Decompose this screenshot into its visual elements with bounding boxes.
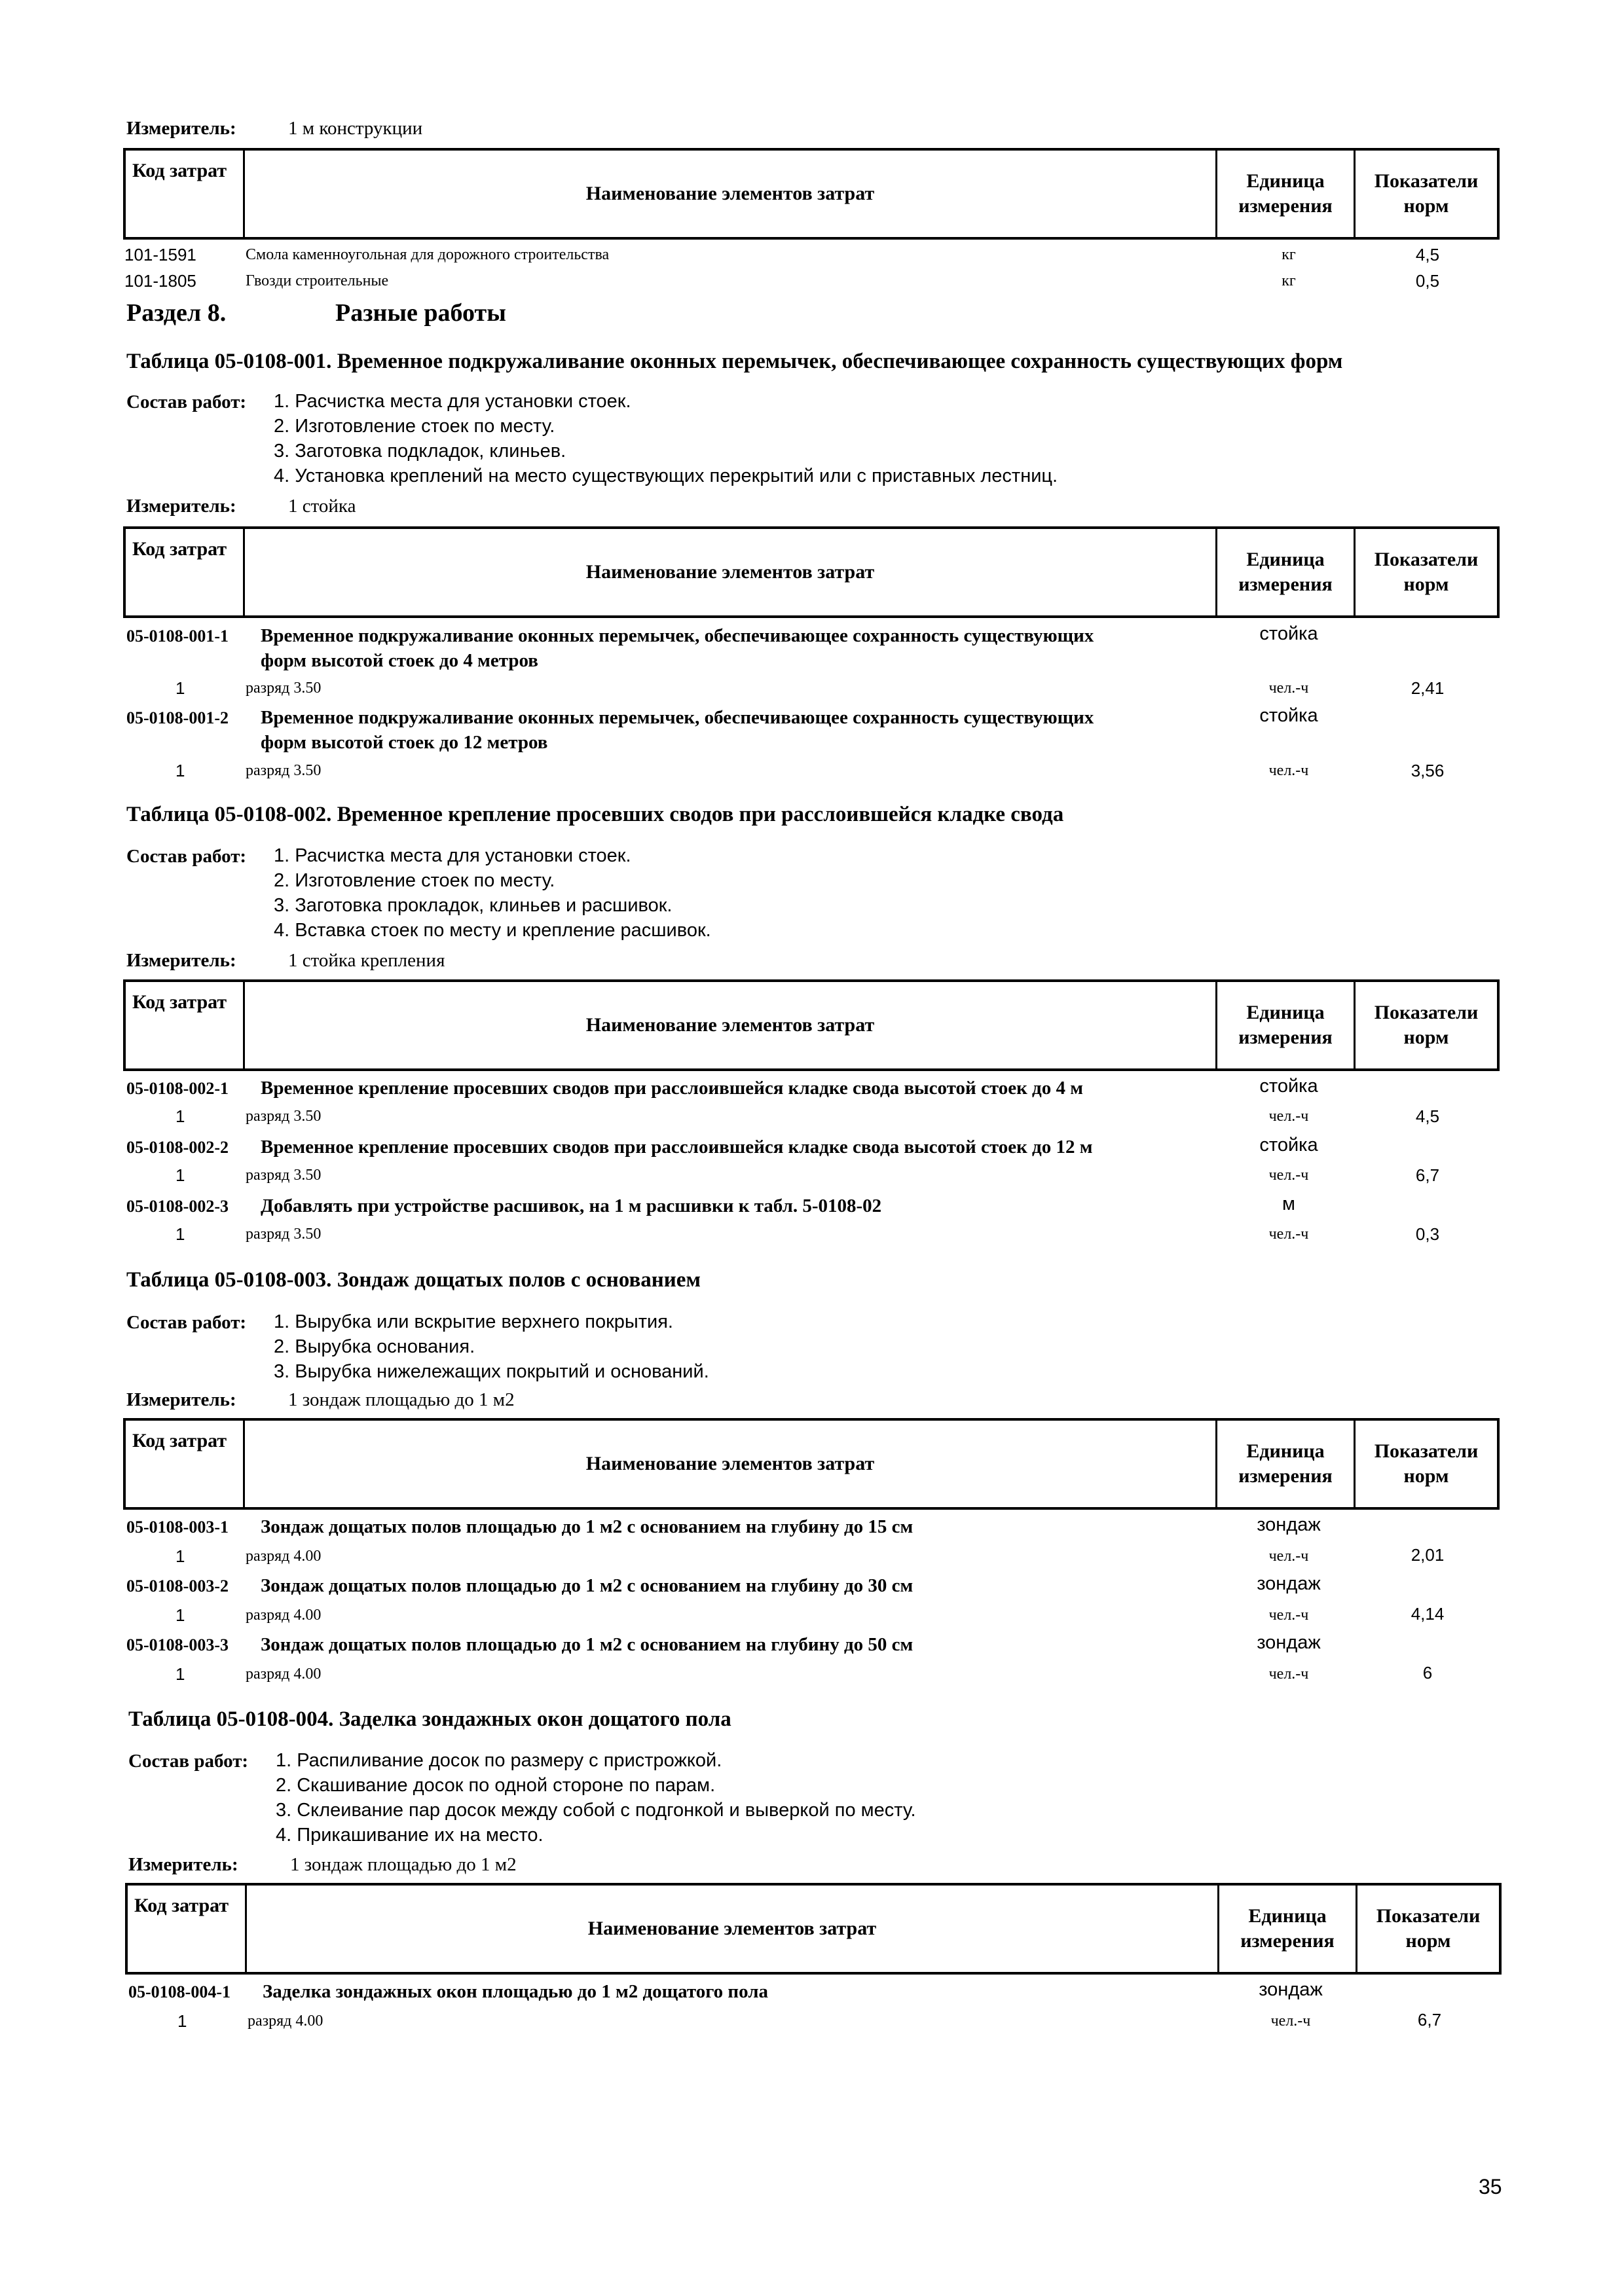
- resource-text: разряд 3.50: [246, 680, 322, 697]
- norm-value: 6: [1422, 1663, 1433, 1683]
- item-unit: м: [1282, 1194, 1295, 1214]
- item-name: Временное подкружаливание оконных перемычек, обеспечивающее сохранность существующих форм высотой стоек до 4 метров: [261, 625, 1094, 671]
- resource-num: 1: [175, 1605, 185, 1625]
- header-code: Код затрат: [126, 529, 245, 615]
- header-unit: Единица измерения: [1217, 151, 1356, 237]
- norm-value: 0,3: [1415, 1224, 1440, 1244]
- work-step: 2. Изготовление стоек по месту.: [274, 416, 555, 437]
- item-code: 05-0108-001-2: [126, 708, 229, 727]
- item-code: 05-0108-003-1: [126, 1518, 229, 1537]
- row-unit: кг: [1282, 272, 1296, 289]
- resource-text: разряд 4.00: [246, 1607, 322, 1624]
- header-norm: Показатели норм: [1376, 1905, 1481, 1952]
- resource-unit: чел.-ч: [1268, 680, 1309, 697]
- table-header: [123, 148, 1500, 240]
- table-title: Таблица 05-0108-004. Заделка зондажных окон дощатого пола: [128, 1707, 731, 1731]
- norm-value: 2,01: [1411, 1545, 1445, 1565]
- resource-unit: чел.-ч: [1268, 1666, 1309, 1683]
- resource-unit: чел.-ч: [1268, 1226, 1309, 1243]
- norm-value: 4,14: [1411, 1604, 1445, 1624]
- norm-value: 4,5: [1415, 1106, 1440, 1126]
- work-step: 2. Изготовление стоек по месту.: [274, 870, 555, 891]
- resource-num: 1: [175, 1224, 185, 1244]
- header-norm: Показатели норм: [1374, 549, 1479, 595]
- item-name: Временное подкружаливание оконных перемычек, обеспечивающее сохранность существующих форм высотой стоек до 12 метров: [261, 707, 1094, 753]
- header-name: Наименование элементов затрат: [247, 1886, 1219, 1972]
- composition-label: Состав работ:: [128, 1751, 249, 1772]
- item-name: Зондаж дощатых полов площадью до 1 м2 с основанием на глубину до 50 см: [261, 1634, 913, 1655]
- table-header: [125, 1883, 1502, 1975]
- resource-text: разряд 4.00: [246, 1548, 322, 1565]
- item-name: Заделка зондажных окон площадью до 1 м2 дощатого пола: [263, 1981, 769, 2002]
- work-step: 4. Вставка стоек по месту и крепление расшивок.: [274, 920, 711, 941]
- work-step: 4. Установка креплений на место существующих перекрытий или с приставных лестниц.: [274, 465, 1058, 486]
- resource-num: 1: [175, 678, 185, 698]
- item-name: Зондаж дощатых полов площадью до 1 м2 с основанием на глубину до 15 см: [261, 1516, 913, 1537]
- measure-value: 1 стойка крепления: [288, 950, 445, 971]
- table-header: [123, 979, 1500, 1071]
- header-name: Наименование элементов затрат: [245, 151, 1217, 237]
- resource-num: 1: [175, 1165, 185, 1185]
- resource-text: разряд 3.50: [246, 1108, 322, 1125]
- resource-num: 1: [175, 1664, 185, 1684]
- composition-label: Состав работ:: [126, 1312, 247, 1333]
- header-code: Код затрат: [126, 982, 245, 1068]
- measure-value: 1 зондаж площадью до 1 м2: [290, 1854, 517, 1875]
- item-code: 05-0108-004-1: [128, 1982, 231, 2001]
- work-step: 2. Скашивание досок по одной стороне по парам.: [276, 1775, 716, 1796]
- header-norm: Показатели норм: [1374, 1440, 1479, 1487]
- header-unit: Единица измерения: [1217, 982, 1356, 1068]
- resource-unit: чел.-ч: [1270, 2013, 1311, 2030]
- header-unit: Единица измерения: [1219, 1886, 1357, 1972]
- composition-label: Состав работ:: [126, 392, 247, 412]
- item-unit: зондаж: [1257, 1514, 1321, 1535]
- item-name: Зондаж дощатых полов площадью до 1 м2 с основанием на глубину до 30 см: [261, 1575, 913, 1596]
- row-unit: кг: [1282, 246, 1296, 263]
- item-code: 05-0108-002-2: [126, 1138, 229, 1157]
- work-step: 2. Вырубка основания.: [274, 1336, 475, 1357]
- header-name: Наименование элементов затрат: [245, 529, 1217, 615]
- work-step: 1. Расчистка места для установки стоек.: [274, 391, 631, 412]
- item-code: 05-0108-002-3: [126, 1197, 229, 1216]
- section-title: Разные работы: [335, 299, 506, 327]
- table-title: Таблица 05-0108-002. Временное крепление просевших сводов при расслоившейся кладке свода: [126, 803, 1064, 826]
- norm-value: 6,7: [1415, 1165, 1440, 1185]
- work-step: 3. Заготовка прокладок, клиньев и расшивок.: [274, 895, 673, 916]
- work-step: 1. Расчистка места для установки стоек.: [274, 845, 631, 866]
- item-name: Временное крепление просевших сводов при расслоившейся кладке свода высотой стоек до 12 м: [261, 1137, 1093, 1157]
- table-header: [123, 526, 1500, 618]
- item-unit: зондаж: [1259, 1979, 1323, 2000]
- item-unit: стойка: [1259, 1076, 1318, 1097]
- item-code: 05-0108-002-1: [126, 1079, 229, 1098]
- work-step: 3. Вырубка нижележащих покрытий и оснований.: [274, 1361, 709, 1382]
- work-step: 4. Прикашивание их на место.: [276, 1825, 544, 1846]
- work-step: 3. Склеивание пар досок между собой с подгонкой и выверкой по месту.: [276, 1800, 916, 1821]
- measure-label: Измеритель:: [128, 1854, 238, 1875]
- header-unit: Единица измерения: [1217, 529, 1356, 615]
- item-unit: зондаж: [1257, 1573, 1321, 1594]
- resource-num: 1: [175, 761, 185, 780]
- composition-label: Состав работ:: [126, 846, 247, 867]
- norm-value: 2,41: [1411, 678, 1445, 698]
- resource-num: 1: [175, 1106, 185, 1126]
- item-name: Временное крепление просевших сводов при расслоившейся кладке свода высотой стоек до 4 м: [261, 1078, 1083, 1099]
- item-unit: стойка: [1259, 623, 1318, 644]
- row-name: Смола каменноугольная для дорожного строительства: [246, 246, 610, 263]
- resource-unit: чел.-ч: [1268, 1607, 1309, 1624]
- resource-text: разряд 3.50: [246, 1167, 322, 1184]
- norm-value: 3,56: [1411, 761, 1445, 780]
- measure-label: Измеритель:: [126, 118, 236, 139]
- table-title: Таблица 05-0108-001. Временное подкружаливание оконных перемычек, обеспечивающее сохранность существующих форм: [126, 350, 1343, 373]
- header-name: Наименование элементов затрат: [245, 1421, 1217, 1507]
- item-unit: стойка: [1259, 705, 1318, 726]
- norm-value: 6,7: [1417, 2010, 1442, 2030]
- section-number: Раздел 8.: [126, 299, 227, 327]
- resource-num: 1: [177, 2011, 187, 2031]
- item-code: 05-0108-003-3: [126, 1635, 229, 1654]
- item-code: 05-0108-001-1: [126, 627, 229, 646]
- header-code: Код затрат: [126, 151, 245, 237]
- row-code: 101-1805: [124, 271, 196, 291]
- table-header: [123, 1418, 1500, 1510]
- row-code: 101-1591: [124, 245, 196, 264]
- measure-label: Измеритель:: [126, 496, 236, 517]
- item-code: 05-0108-003-2: [126, 1576, 229, 1595]
- work-step: 1. Распиливание досок по размеру с пристрожкой.: [276, 1750, 722, 1771]
- resource-unit: чел.-ч: [1268, 762, 1309, 779]
- item-unit: стойка: [1259, 1135, 1318, 1156]
- row-name: Гвозди строительные: [246, 272, 389, 289]
- resource-unit: чел.-ч: [1268, 1108, 1309, 1125]
- table-title: Таблица 05-0108-003. Зондаж дощатых полов с основанием: [126, 1268, 701, 1292]
- header-code: Код затрат: [126, 1421, 245, 1507]
- measure-value: 1 м конструкции: [288, 118, 423, 139]
- page-number: 35: [1479, 2175, 1502, 2198]
- measure-label: Измеритель:: [126, 1389, 236, 1410]
- row-value: 0,5: [1415, 271, 1440, 291]
- work-step: 1. Вырубка или вскрытие верхнего покрытия.: [274, 1311, 673, 1332]
- work-step: 3. Заготовка подкладок, клиньев.: [274, 441, 566, 462]
- row-value: 4,5: [1415, 245, 1440, 264]
- resource-unit: чел.-ч: [1268, 1167, 1309, 1184]
- resource-text: разряд 3.50: [246, 1226, 322, 1243]
- resource-num: 1: [175, 1546, 185, 1566]
- header-unit: Единица измерения: [1217, 1421, 1356, 1507]
- measure-value: 1 стойка: [288, 496, 356, 517]
- measure-label: Измеритель:: [126, 950, 236, 971]
- header-norm: Показатели норм: [1374, 170, 1479, 217]
- header-code: Код затрат: [128, 1886, 247, 1972]
- header-norm: Показатели норм: [1374, 1002, 1479, 1048]
- resource-unit: чел.-ч: [1268, 1548, 1309, 1565]
- item-name: Добавлять при устройстве расшивок, на 1 м расшивки к табл. 5-0108-02: [261, 1195, 882, 1216]
- header-name: Наименование элементов затрат: [245, 982, 1217, 1068]
- measure-value: 1 зондаж площадью до 1 м2: [288, 1389, 515, 1410]
- resource-text: разряд 3.50: [246, 762, 322, 779]
- resource-text: разряд 4.00: [248, 2013, 323, 2030]
- resource-text: разряд 4.00: [246, 1666, 322, 1683]
- item-unit: зондаж: [1257, 1632, 1321, 1653]
